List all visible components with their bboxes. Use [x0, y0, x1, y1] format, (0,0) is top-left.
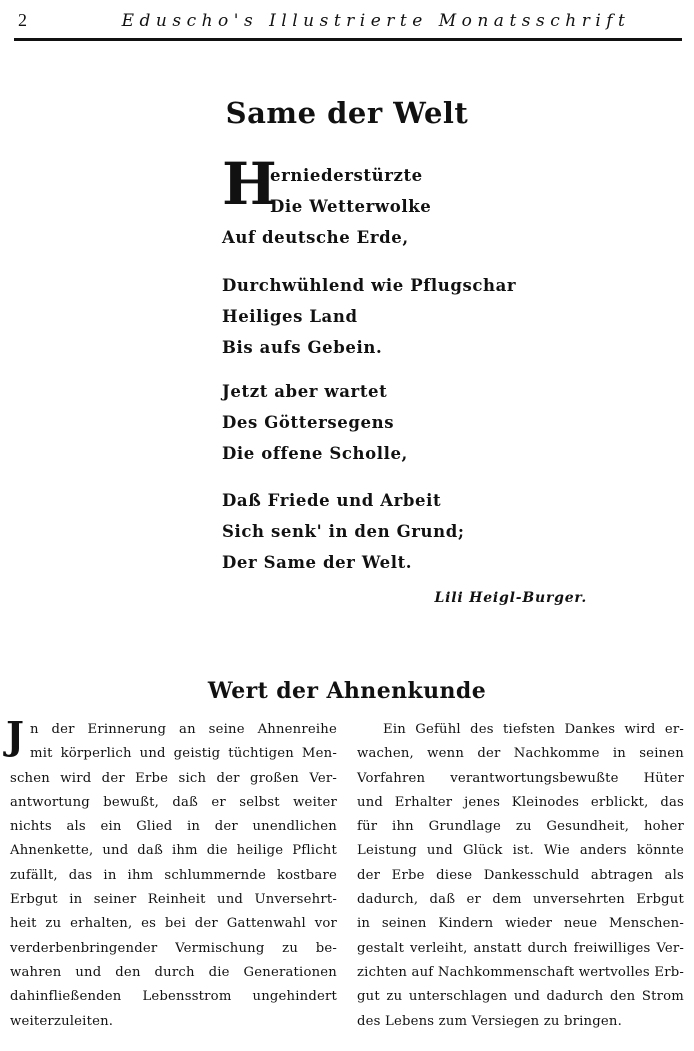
article-line: des Lebens zum Versiegen zu bringen.	[357, 1013, 622, 1029]
article-line: n der Erinnerung an seine Ahnenreihe	[30, 722, 337, 737]
poem-stanza-4	[222, 485, 465, 578]
article-line: Ahnenkette, und daß ihm die heilige Pflicht	[10, 843, 337, 859]
article-line: in seinen Kindern wieder neue Menschen-	[357, 916, 684, 932]
article-line: wahren und den durch die Generationen	[10, 964, 337, 980]
article-line: gestalt verleiht, anstatt durch freiwilliges Ver-	[357, 940, 684, 956]
poem-line: Auf deutsche Erde,	[222, 228, 409, 247]
poem-line: Sich senk' in den Grund;	[222, 522, 465, 541]
poem-line: Durchwühlend wie Pflugschar	[222, 276, 517, 295]
poem-stanza-2	[222, 270, 516, 363]
poem-stanza-1	[222, 150, 602, 264]
article-line: Ein Gefühl des tiefsten Dankes wird er-	[383, 722, 684, 737]
header-rule	[14, 38, 682, 41]
poem-line: Die offene Scholle,	[222, 444, 408, 463]
poem-line: Die Wetterwolke	[270, 197, 432, 216]
article-line: Vorfahren verantwortungsbewußte Hüter	[357, 770, 684, 786]
article-line: schen wird der Erbe sich der großen Ver-	[10, 770, 337, 786]
article-line: heit zu erhalten, es bei der Gattenwahl vor	[10, 916, 337, 932]
article-line: gut zu unterschlagen und dadurch den Strom	[357, 989, 684, 1005]
poem-line: Heiliges Land	[222, 307, 358, 326]
article-line: und Erhalter jenes Kleinodes erblickt, das	[357, 794, 684, 810]
article-line: Erbgut in seiner Reinheit und Unversehrt-	[10, 892, 337, 908]
poem-line: Des Göttersegens	[222, 413, 395, 432]
article-column-right	[357, 718, 684, 1034]
article-line: antwortung bewußt, daß er selbst weiter	[10, 794, 337, 810]
article-line: zichten auf Nachkommenschaft wertvolles Erb-	[357, 964, 684, 980]
article-title: Wert der Ahnenkunde	[207, 678, 487, 704]
article-line: dadurch, daß er dem unversehrten Erbgut	[357, 892, 684, 908]
article-line: zufällt, das in ihm schlummernde kostbare	[10, 867, 337, 883]
poem	[222, 150, 602, 572]
poem-author: Lili Heigl-Burger.	[434, 590, 587, 606]
poem-drop-cap: H	[222, 150, 277, 218]
running-title: Eduscho's Illustrierte Monatsschrift	[121, 11, 631, 31]
article-line: verderbenbringender Vermischung zu be-	[10, 940, 337, 956]
article-line: nichts als ein Glied in der unendlichen	[10, 819, 337, 835]
article-line: mit körperlich und geistig tüchtigen Men-	[30, 746, 337, 762]
poem-line: Der Same der Welt.	[222, 553, 413, 572]
article-drop-cap: J	[6, 713, 25, 758]
article-line: wachen, wenn der Nachkomme in seinen	[357, 746, 684, 762]
article-line: für ihn Grundlage zu Gesundheit, hoher	[357, 819, 684, 835]
poem-line: erniederstürzte	[270, 166, 423, 185]
article-line: weiterzuleiten.	[10, 1013, 114, 1029]
poem-line: Bis aufs Gebein.	[222, 338, 383, 357]
poem-line: Daß Friede und Arbeit	[222, 491, 442, 510]
article-line: der Erbe diese Dankesschuld abtragen als	[357, 867, 684, 883]
poem-stanza-3	[222, 376, 408, 469]
article-column-left	[6, 713, 337, 1034]
page-number: 2	[18, 10, 27, 30]
page-header	[18, 6, 682, 36]
article-line: dahinfließenden Lebensstrom ungehindert	[10, 989, 337, 1005]
article-line: Leistung und Glück ist. Wie anders könnte	[357, 843, 684, 859]
poem-line: Jetzt aber wartet	[222, 382, 388, 401]
poem-title: Same der Welt	[225, 96, 469, 130]
